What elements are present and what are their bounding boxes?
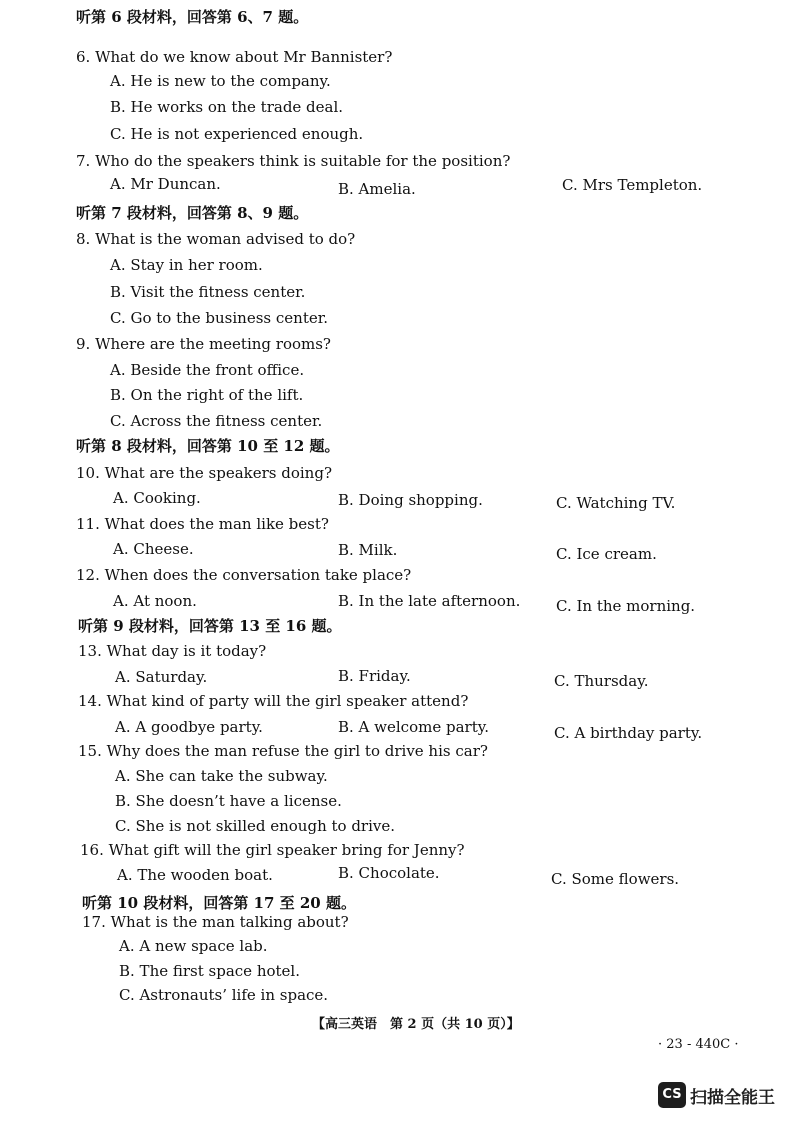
question-15-option-a: A. She can take the subway. xyxy=(115,767,328,785)
question-14-stem: 14. What kind of party will the girl speaker attend? xyxy=(78,692,469,710)
section-heading-6: 听第 6 段材料，回答第 6、7 题。 xyxy=(76,8,309,26)
section-heading-9: 听第 9 段材料，回答第 13 至 16 题。 xyxy=(78,617,342,635)
question-9-option-c: C. Across the fitness center. xyxy=(110,412,323,430)
question-12-option-b: B. In the late afternoon. xyxy=(338,592,521,610)
exam-code: · 23 - 440C · xyxy=(658,1037,739,1052)
question-16-option-c: C. Some flowers. xyxy=(551,870,680,888)
question-13-option-c: C. Thursday. xyxy=(554,672,649,690)
question-10-option-a: A. Cooking. xyxy=(113,489,201,507)
question-8-option-a: A. Stay in her room. xyxy=(110,256,263,274)
question-10-option-c: C. Watching TV. xyxy=(556,494,676,512)
question-6-option-a: A. He is new to the company. xyxy=(110,72,331,90)
question-14-option-c: C. A birthday party. xyxy=(554,724,703,742)
question-15-option-c: C. She is not skilled enough to drive. xyxy=(115,817,396,835)
question-15-option-b: B. She doesn’t have a license. xyxy=(115,792,342,810)
question-17-option-a: A. A new space lab. xyxy=(119,937,268,955)
question-11-option-a: A. Cheese. xyxy=(113,540,194,558)
question-9-stem: 9. Where are the meeting rooms? xyxy=(76,335,331,353)
question-6-option-b: B. He works on the trade deal. xyxy=(110,98,344,116)
question-17-option-c: C. Astronauts’ life in space. xyxy=(119,986,329,1004)
question-7-option-c: C. Mrs Templeton. xyxy=(562,176,703,194)
question-16-option-b: B. Chocolate. xyxy=(338,864,440,882)
question-8-option-b: B. Visit the fitness center. xyxy=(110,283,306,301)
question-10-option-b: B. Doing shopping. xyxy=(338,491,483,509)
question-9-option-a: A. Beside the front office. xyxy=(110,361,305,379)
question-12-option-c: C. In the morning. xyxy=(556,597,696,615)
question-13-option-a: A. Saturday. xyxy=(115,668,208,686)
page-footer-label: 【高三英语 第 2 页（共 10 页）】 xyxy=(312,1017,520,1032)
question-7-option-a: A. Mr Duncan. xyxy=(110,175,221,193)
question-10-stem: 10. What are the speakers doing? xyxy=(76,464,332,482)
question-12-option-a: A. At noon. xyxy=(113,592,197,610)
question-15-stem: 15. Why does the man refuse the girl to drive his car? xyxy=(78,742,488,760)
section-heading-8: 听第 8 段材料，回答第 10 至 12 题。 xyxy=(76,437,340,455)
question-12-stem: 12. When does the conversation take place? xyxy=(76,566,412,584)
question-8-stem: 8. What is the woman advised to do? xyxy=(76,230,356,248)
question-6-option-c: C. He is not experienced enough. xyxy=(110,125,364,143)
question-13-stem: 13. What day is it today? xyxy=(78,642,267,660)
question-16-stem: 16. What gift will the girl speaker bring for Jenny? xyxy=(80,841,465,859)
question-6-stem: 6. What do we know about Mr Bannister? xyxy=(76,48,393,66)
question-11-stem: 11. What does the man like best? xyxy=(76,515,329,533)
question-7-stem: 7. Who do the speakers think is suitable for the position? xyxy=(76,152,511,170)
question-16-option-a: A. The wooden boat. xyxy=(117,866,273,884)
question-8-option-c: C. Go to the business center. xyxy=(110,309,329,327)
camscanner-logo-icon: CS xyxy=(658,1082,686,1108)
camscanner-watermark-text: 扫描全能王 xyxy=(690,1088,775,1108)
section-heading-7: 听第 7 段材料，回答第 8、9 题。 xyxy=(76,204,309,222)
question-13-option-b: B. Friday. xyxy=(338,667,411,685)
question-11-option-b: B. Milk. xyxy=(338,541,398,559)
question-7-option-b: B. Amelia. xyxy=(338,180,416,198)
section-heading-10: 听第 10 段材料，回答第 17 至 20 题。 xyxy=(82,894,356,912)
question-14-option-a: A. A goodbye party. xyxy=(115,718,263,736)
question-14-option-b: B. A welcome party. xyxy=(338,718,489,736)
question-17-option-b: B. The first space hotel. xyxy=(119,962,300,980)
question-17-stem: 17. What is the man talking about? xyxy=(82,913,349,931)
question-11-option-c: C. Ice cream. xyxy=(556,545,657,563)
question-9-option-b: B. On the right of the lift. xyxy=(110,386,304,404)
